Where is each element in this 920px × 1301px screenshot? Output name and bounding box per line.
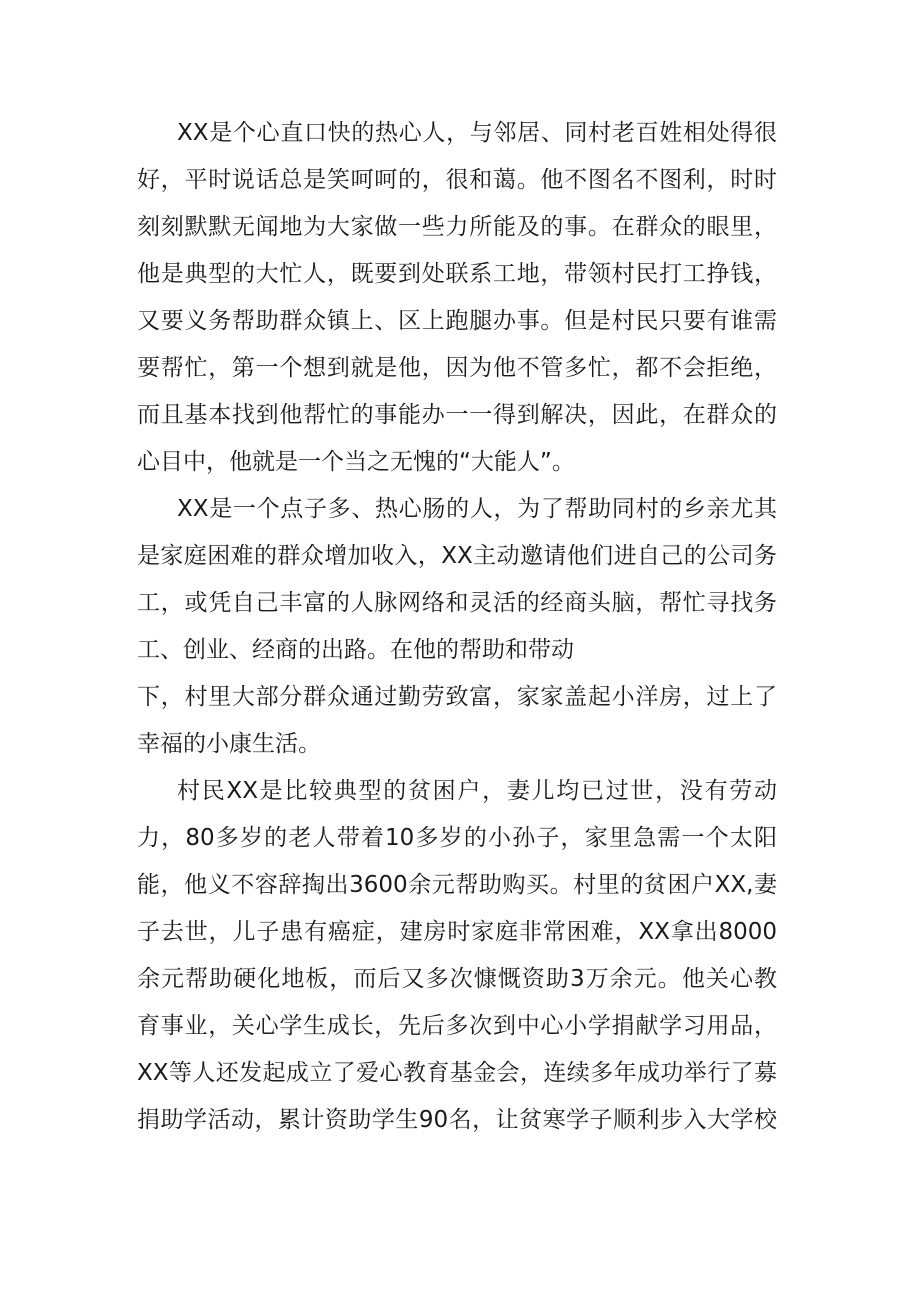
paragraph-line: 他是典型的大忙人，既要到处联系工地，带领村民打工挣钱， [137,261,777,287]
paragraph-line: 工，或凭自己丰富的人脉网络和灵活的经商头脑，帮忙寻找务 [137,590,777,616]
paragraph-line: 村民XX是比较典型的贫困户，妻儿均已过世，没有劳动 [177,778,777,804]
paragraph-3 [137,768,777,1144]
paragraph-line: 是家庭困难的群众增加收入，XX主动邀请他们进自己的公司务 [137,543,777,569]
paragraph-line: 能，他义不容辞掏出3600余元帮助购买。村里的贫困户XX,妻 [137,872,777,898]
paragraph-line: 工、创业、经商的出路。在他的帮助和带动 [137,637,574,663]
paragraph-line: XX是一个点子多、热心肠的人，为了帮助同村的乡亲尤其 [177,496,777,522]
paragraph-line: 育事业，关心学生成长，先后多次到中心小学捐献学习用品， [137,1013,777,1039]
paragraph-line: 下，村里大部分群众通过勤劳致富，家家盖起小洋房，过上了 [137,684,777,710]
paragraph-line: 捐助学活动，累计资助学生90名，让贫寒学子顺利步入大学校 [137,1107,777,1133]
paragraph-line: XX等人还发起成立了爱心教育基金会，连续多年成功举行了募 [137,1060,777,1086]
paragraph-2 [137,486,777,768]
paragraph-line: 刻刻默默无闻地为大家做一些力所能及的事。在群众的眼里， [137,214,777,240]
paragraph-line: XX是个心直口快的热心人，与邻居、同村老百姓相处得很 [177,120,777,146]
paragraph-line: 而且基本找到他帮忙的事能办一一得到解决，因此，在群众的 [137,402,777,428]
paragraph-line: 又要义务帮助群众镇上、区上跑腿办事。但是村民只要有谁需 [137,308,777,334]
paragraph-1 [137,110,777,486]
paragraph-line: 余元帮助硬化地板，而后又多次慷慨资助3万余元。他关心教 [137,966,777,992]
document-body [137,110,777,1144]
paragraph-line: 子去世，儿子患有癌症，建房时家庭非常困难，XX拿出8000 [137,919,777,945]
paragraph-line: 力，80多岁的老人带着10多岁的小孙子，家里急需一个太阳 [137,825,777,851]
paragraph-line: 幸福的小康生活。 [137,731,321,757]
paragraph-line: 要帮忙，第一个想到就是他，因为他不管多忙，都不会拒绝， [137,355,777,381]
paragraph-line: 好，平时说话总是笑呵呵的，很和蔼。他不图名不图利，时时 [137,167,777,193]
paragraph-line: 心目中，他就是一个当之无愧的“大能人”。 [137,449,575,475]
